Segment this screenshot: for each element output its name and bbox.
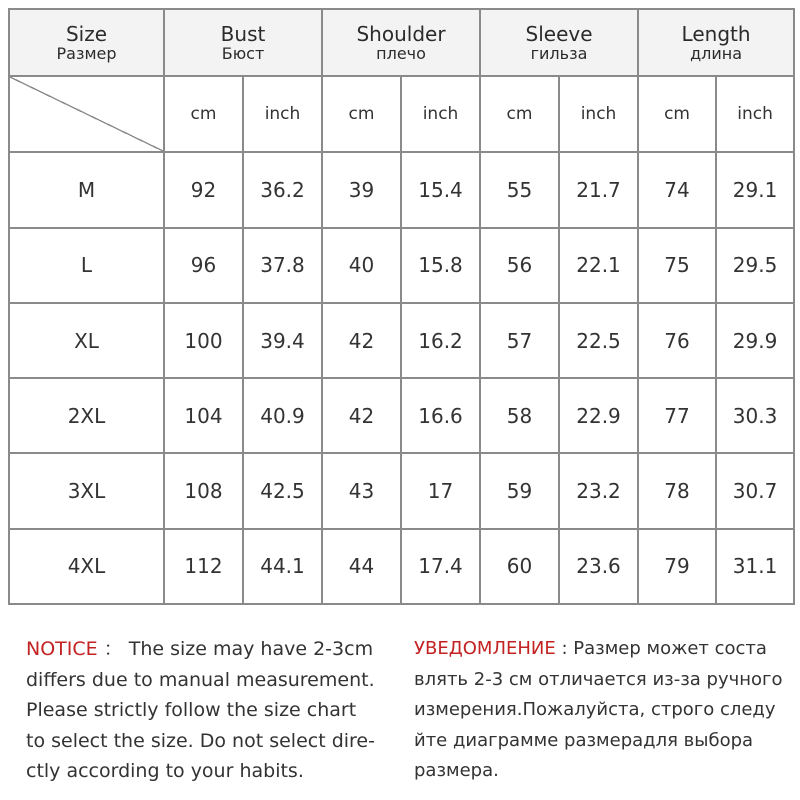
- table-cell: 22.5: [559, 303, 638, 378]
- notice-label: УВЕДОМЛЕНИЕ: [414, 638, 556, 659]
- table-cell: 42: [322, 378, 401, 453]
- unit-cm: cm: [480, 76, 559, 152]
- notice-label: NOTICE: [26, 638, 98, 660]
- unit-cm: cm: [322, 76, 401, 152]
- notice-english: [26, 634, 386, 787]
- header-length: Length длина: [638, 9, 794, 76]
- table-cell: 74: [638, 152, 716, 227]
- table-cell: 60: [480, 529, 559, 604]
- table-cell: 42.5: [243, 453, 322, 528]
- table-cell: 104: [164, 378, 243, 453]
- table-cell: 108: [164, 453, 243, 528]
- notice-russian: [414, 634, 786, 787]
- size-cell: 3XL: [9, 453, 164, 528]
- table-cell: 79: [638, 529, 716, 604]
- header-row: [9, 9, 794, 76]
- table-cell: 29.1: [716, 152, 794, 227]
- header-sleeve: Sleeve гильза: [480, 9, 638, 76]
- unit-inch: inch: [401, 76, 480, 152]
- table-cell: 40.9: [243, 378, 322, 453]
- unit-inch: inch: [716, 76, 794, 152]
- notice-line: размера.: [414, 760, 499, 781]
- table-cell: 78: [638, 453, 716, 528]
- table-cell: 56: [480, 228, 559, 303]
- header-bust: Bust Бюст: [164, 9, 322, 76]
- unit-cm: cm: [638, 76, 716, 152]
- table-cell: 16.2: [401, 303, 480, 378]
- table-cell: 77: [638, 378, 716, 453]
- table-cell: 15.8: [401, 228, 480, 303]
- unit-inch: inch: [243, 76, 322, 152]
- notice-line: to select the size. Do not select dire-: [26, 729, 375, 752]
- table-cell: 112: [164, 529, 243, 604]
- table-cell: 37.8: [243, 228, 322, 303]
- units-row: [9, 76, 794, 152]
- notice-line: Please strictly follow the size chart: [26, 699, 357, 721]
- table-cell: 39.4: [243, 303, 322, 378]
- table-cell: 39: [322, 152, 401, 227]
- table-cell: 55: [480, 152, 559, 227]
- diagonal-corner-cell: [9, 76, 164, 152]
- table-cell: 58: [480, 378, 559, 453]
- header-size: Size Размер: [9, 9, 164, 76]
- table-row: [9, 152, 794, 227]
- table-cell: 15.4: [401, 152, 480, 227]
- notice-line: измерения.Пожалуйста, строго следу: [414, 699, 776, 720]
- table-cell: 17: [401, 453, 480, 528]
- table-cell: 21.7: [559, 152, 638, 227]
- size-cell: M: [9, 152, 164, 227]
- table-cell: 59: [480, 453, 559, 528]
- table-cell: 76: [638, 303, 716, 378]
- notice-line: ctly according to your habits.: [26, 760, 304, 782]
- notice-section: [0, 634, 800, 800]
- table-cell: 17.4: [401, 529, 480, 604]
- table-cell: 44: [322, 529, 401, 604]
- notice-text: Размер может соста: [573, 638, 767, 659]
- table-cell: 29.9: [716, 303, 794, 378]
- table-cell: 36.2: [243, 152, 322, 227]
- table-cell: 100: [164, 303, 243, 378]
- unit-cm: cm: [164, 76, 243, 152]
- table-cell: 96: [164, 228, 243, 303]
- table-row: [9, 529, 794, 604]
- notice-separator: :: [555, 638, 574, 659]
- notice-line: влять 2-3 см отличается из-за ручного: [414, 668, 783, 690]
- table-cell: 22.1: [559, 228, 638, 303]
- table-row: [9, 453, 794, 528]
- size-cell: 4XL: [9, 529, 164, 604]
- table-cell: 40: [322, 228, 401, 303]
- table-cell: 16.6: [401, 378, 480, 453]
- notice-line: [414, 634, 786, 665]
- table-cell: 43: [322, 453, 401, 528]
- notice-text: The size may have 2-3cm: [122, 638, 374, 660]
- table-cell: 57: [480, 303, 559, 378]
- table-row: [9, 303, 794, 378]
- size-cell: L: [9, 228, 164, 303]
- table-cell: 42: [322, 303, 401, 378]
- table-cell: 23.2: [559, 453, 638, 528]
- table-cell: 30.3: [716, 378, 794, 453]
- table-cell: 31.1: [716, 529, 794, 604]
- table-cell: 22.9: [559, 378, 638, 453]
- table-cell: 30.7: [716, 453, 794, 528]
- header-shoulder: Shoulder плечо: [322, 9, 480, 76]
- notice-line: differs due to manual measurement.: [26, 668, 375, 691]
- table-cell: 75: [638, 228, 716, 303]
- table-cell: 23.6: [559, 529, 638, 604]
- notice-separator: ：: [97, 638, 123, 660]
- table-row: [9, 378, 794, 453]
- unit-inch: inch: [559, 76, 638, 152]
- table-cell: 44.1: [243, 529, 322, 604]
- table-row: [9, 228, 794, 303]
- table-cell: 29.5: [716, 228, 794, 303]
- size-chart-table: [8, 8, 795, 605]
- notice-line: [26, 634, 386, 665]
- size-cell: XL: [9, 303, 164, 378]
- notice-line: йте диаграмме размерадля выбора: [414, 729, 754, 751]
- size-cell: 2XL: [9, 378, 164, 453]
- table-cell: 92: [164, 152, 243, 227]
